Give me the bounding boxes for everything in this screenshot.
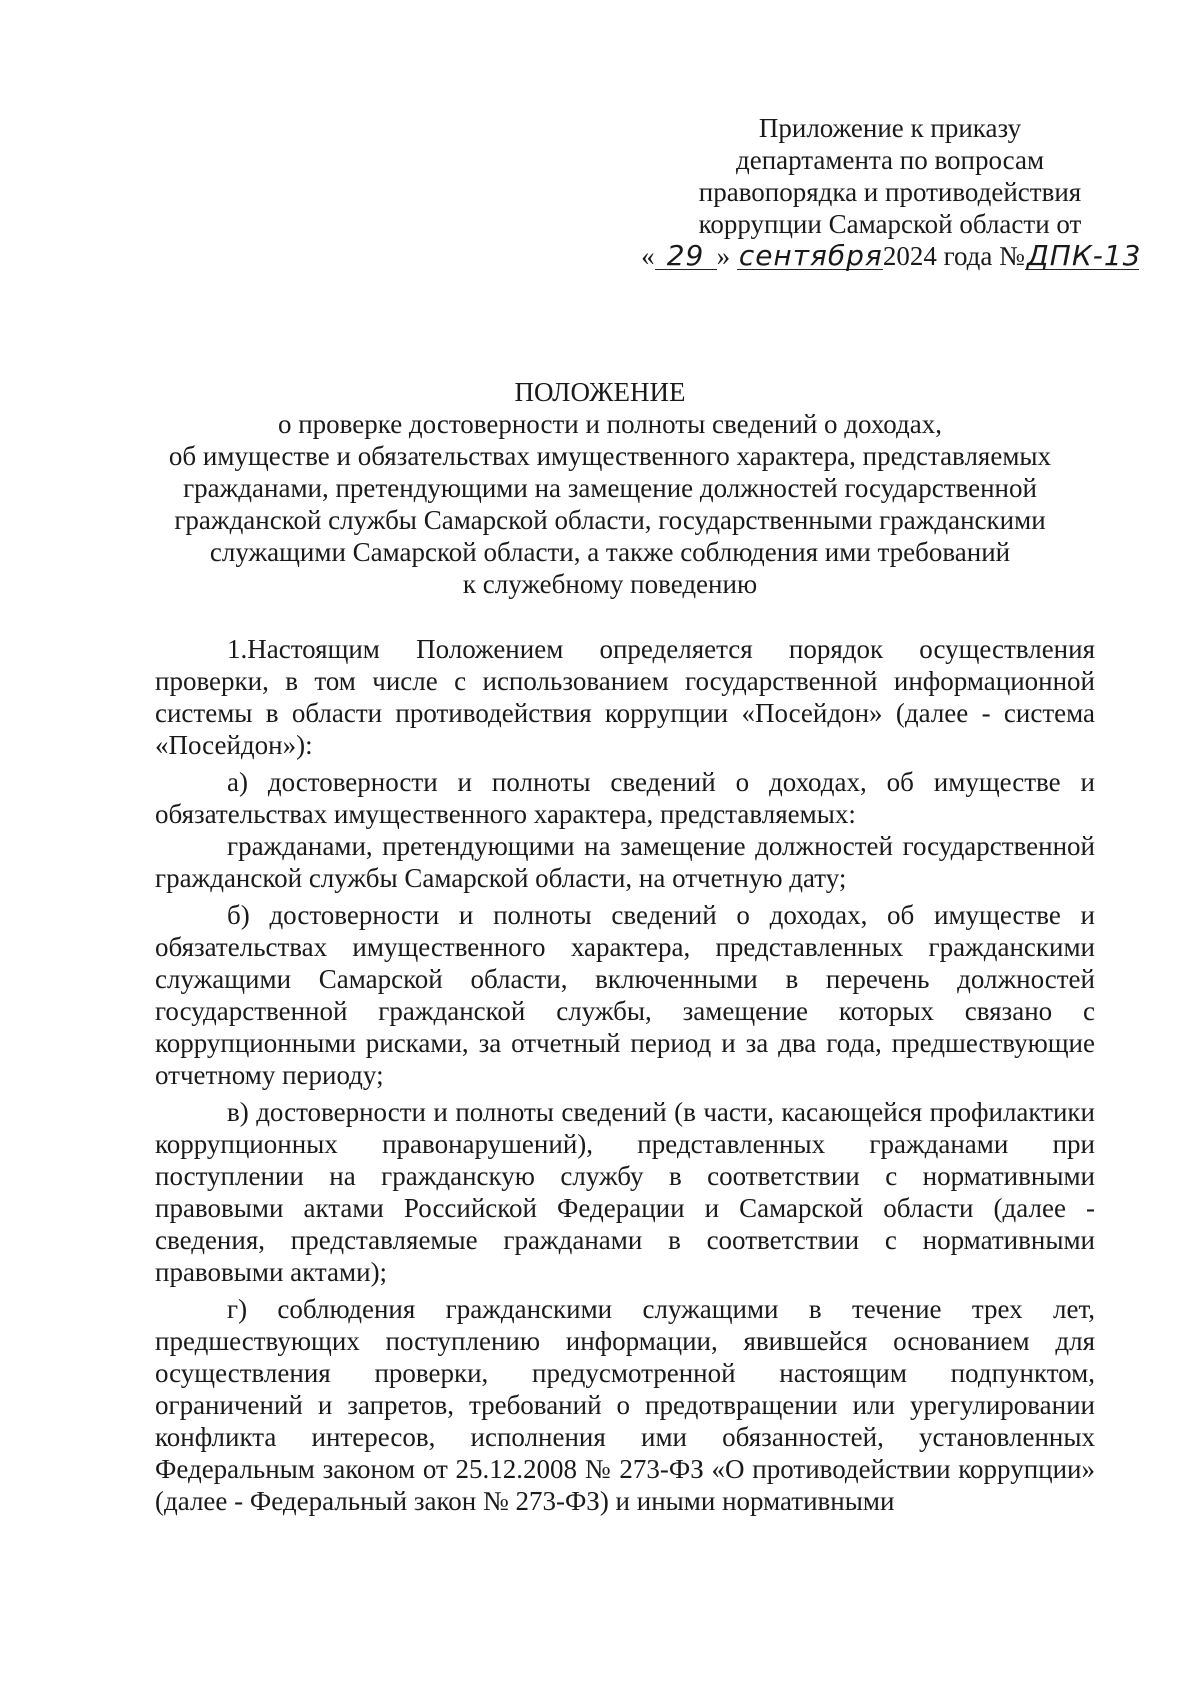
date-year-text: 2024 года №: [882, 241, 1025, 271]
document-subtitle: [140, 408, 1080, 600]
annex-block: [640, 112, 1140, 272]
subtitle-line-2: об имуществе и обязательствах имущественного характера, представляемых: [168, 441, 1052, 471]
annex-line-2: департамента по вопросам: [735, 145, 1045, 175]
paragraph-a-sub: гражданами, претендующими на замещение должностей государственной гражданской службы Самарской области, на отчетную дату;: [155, 831, 1095, 893]
subtitle-line-5: служащими Самарской области, а также соблюдения ими требований: [209, 537, 1011, 567]
handwritten-order-number: ДПК-13: [1026, 239, 1142, 272]
paragraph-a: а) достоверности и полноты сведений о доходах, об имуществе и обязательствах имущественного характера, представляемых:: [155, 767, 1095, 829]
document-body: [155, 633, 1095, 1517]
subtitle-line-4: гражданской службы Самарской области, государственными гражданскими: [174, 505, 1046, 535]
handwritten-month: сентября: [738, 239, 883, 272]
annex-line-1: Приложение к приказу: [758, 113, 1022, 143]
handwritten-day: 29: [655, 243, 717, 270]
document-title: ПОЛОЖЕНИЕ: [514, 377, 686, 407]
paragraph-b: б) достоверности и полноты сведений о доходах, об имуществе и обязательствах имущественного характера, представленных гражданскими служащими Самарской области, включенными в перечень должностей государственной гражданской службы, замещение которых связано с коррупционными рисками, за отчетный период и за два года, предшествующие отчетному периоду;: [155, 900, 1095, 1090]
subtitle-line-3: гражданами, претендующими на замещение должностей государственной: [183, 473, 1037, 503]
paragraph-1: 1.Настоящим Положением определяется порядок осуществления проверки, в том числе с использованием государственной информационной системы в области противодействия коррупции «Посейдон» (далее - система «Посейдон»):: [155, 634, 1095, 760]
subtitle-line-6: к служебному поведению: [462, 569, 758, 599]
subtitle-line-1: о проверке достоверности и полноты сведений о доходах,: [277, 409, 943, 439]
paragraph-v: в) достоверности и полноты сведений (в части, касающейся профилактики коррупционных правонарушений), представленных гражданами при поступлении на гражданскую службу в соответствии с нормативными правовыми актами Российской Федерации и Самарской области (далее - сведения, представляемые гражданами в соответствии с нормативными правовыми актами);: [155, 1097, 1095, 1287]
date-open-quote: «: [641, 241, 655, 271]
annex-date-line: [640, 240, 1140, 272]
date-close-quote: »: [716, 241, 731, 271]
annex-line-4: коррупции Самарской области от: [698, 209, 1082, 239]
annex-line-3: правопорядка и противодействия: [698, 177, 1082, 207]
paragraph-g: г) соблюдения гражданскими служащими в течение трех лет, предшествующих поступлению информации, явившейся основанием для осуществления проверки, предусмотренной настоящим подпунктом, ограничений и запретов, требований о предотвращении или урегулировании конфликта интересов, исполнения ими обязанностей, установленных Федеральным законом от 25.12.2008 № 273-ФЗ «О противодействии коррупции» (далее - Федеральный закон № 273-ФЗ) и иными нормативными: [155, 1294, 1095, 1516]
